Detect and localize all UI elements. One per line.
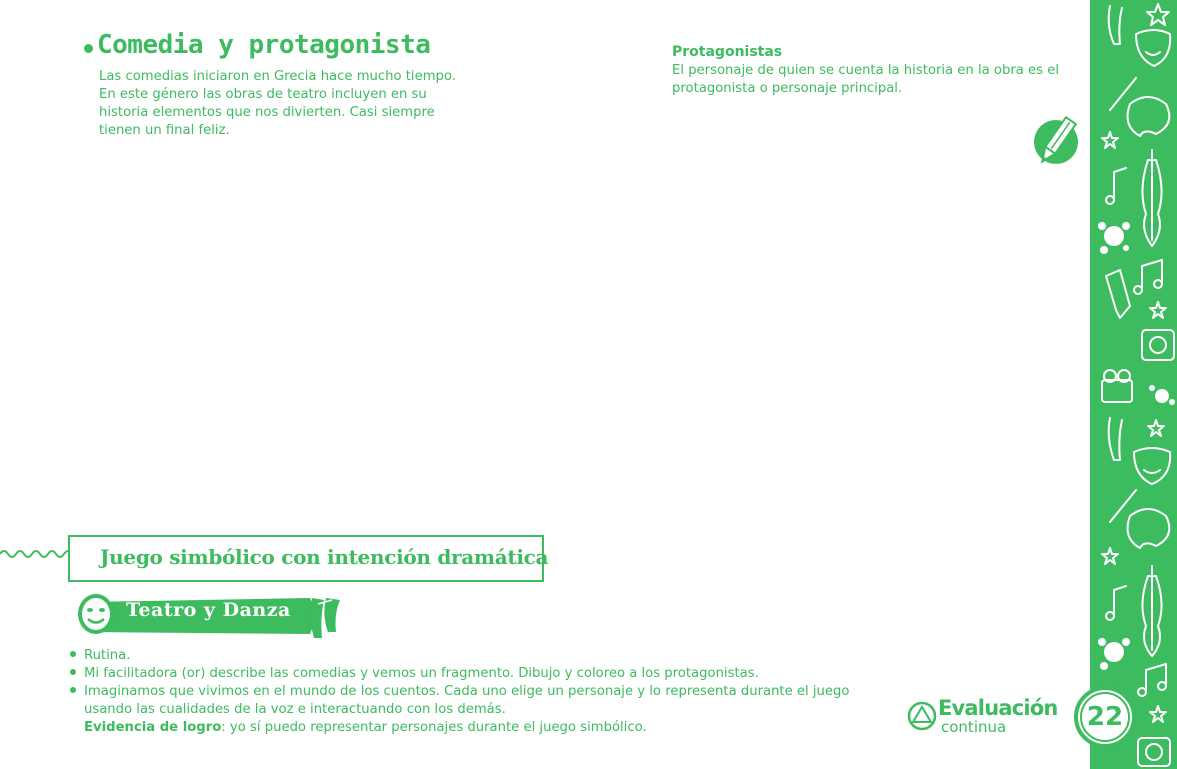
list-item [70, 683, 870, 701]
bullet [70, 647, 84, 665]
activity-list [70, 647, 870, 737]
palette-icon [1110, 490, 1169, 548]
violin-icon [1142, 566, 1161, 656]
side-strip-icons [1090, 0, 1177, 769]
music-note-icon [1138, 664, 1166, 696]
evaluation-logo-icon [906, 700, 938, 732]
list-item [70, 647, 870, 665]
violin-icon [1142, 150, 1161, 246]
intro-line: En este género las obras de teatro incluyen en su [99, 87, 427, 102]
activity-text: Mi facilitadora (or) describe las comedias y vemos un fragmento. Dibujo y coloreo a los protagonistas. [84, 666, 759, 681]
banner-label: Teatro y Danza [126, 599, 291, 621]
activity-text: Rutina. [84, 648, 131, 663]
list-item [70, 665, 870, 683]
evidence-text: : yo sí puedo representar personajes durante el juego simbólico. [221, 720, 647, 735]
activity-text: Imaginamos que vivimos en el mundo de los cuentos. Cada uno elige un personaje y lo representa durante el juego [84, 684, 850, 699]
camera-icon [1102, 370, 1132, 402]
music-note-icon [1106, 168, 1126, 204]
splat-icon [1098, 222, 1130, 254]
lesson-title-block [84, 30, 430, 60]
ballet-shoes-icon [310, 598, 340, 638]
splat-icon [1098, 638, 1130, 670]
camera-icon [1138, 738, 1170, 766]
star-icon [1102, 132, 1118, 148]
protagonistas-definition [672, 62, 1072, 98]
camera-icon [1142, 330, 1174, 360]
definition-line: protagonista o personaje principal. [672, 81, 903, 96]
evaluation-sub: continua [941, 718, 1007, 736]
star-icon [1147, 4, 1169, 25]
pencil-icon [1030, 112, 1080, 174]
title-bullet [84, 44, 93, 53]
pencil-icon [1106, 270, 1130, 318]
definition-line: El personaje de quien se cuenta la historia en la obra es el [672, 63, 1059, 78]
protagonistas-heading: Protagonistas [672, 44, 783, 60]
star-icon [1148, 420, 1164, 436]
intro-paragraph [99, 68, 469, 140]
section-title: Juego simbólico con intención dramática [100, 545, 549, 569]
theater-mask-icon [78, 594, 114, 634]
intro-line: tienen un final feliz. [99, 123, 230, 138]
splat-icon [1149, 385, 1175, 405]
ballet-shoes-icon [1109, 6, 1122, 44]
evidence-line [70, 719, 870, 737]
theater-mask-icon [1136, 30, 1170, 66]
bullet [70, 665, 84, 683]
music-note-icon [1106, 586, 1126, 620]
intro-line: Las comedias iniciaron en Grecia hace mucho tiempo. [99, 69, 456, 84]
star-icon [1150, 706, 1166, 722]
palette-icon [1110, 78, 1169, 136]
theater-mask-icon [1134, 448, 1170, 484]
ballet-shoes-icon [1109, 418, 1122, 460]
bullet [70, 683, 84, 701]
page-number: 22 [1080, 692, 1130, 742]
activity-text-continued: usando las cualidades de la voz e interactuando con los demás. [84, 702, 506, 717]
lesson-title: Comedia y protagonista [97, 30, 431, 60]
music-note-icon [1134, 260, 1162, 294]
evaluation-word: Evaluación [938, 696, 1058, 720]
intro-line: historia elementos que nos divierten. Casi siempre [99, 105, 435, 120]
evidence-label: Evidencia de logro [84, 720, 222, 735]
star-icon [1150, 302, 1166, 318]
star-icon [1102, 548, 1118, 564]
